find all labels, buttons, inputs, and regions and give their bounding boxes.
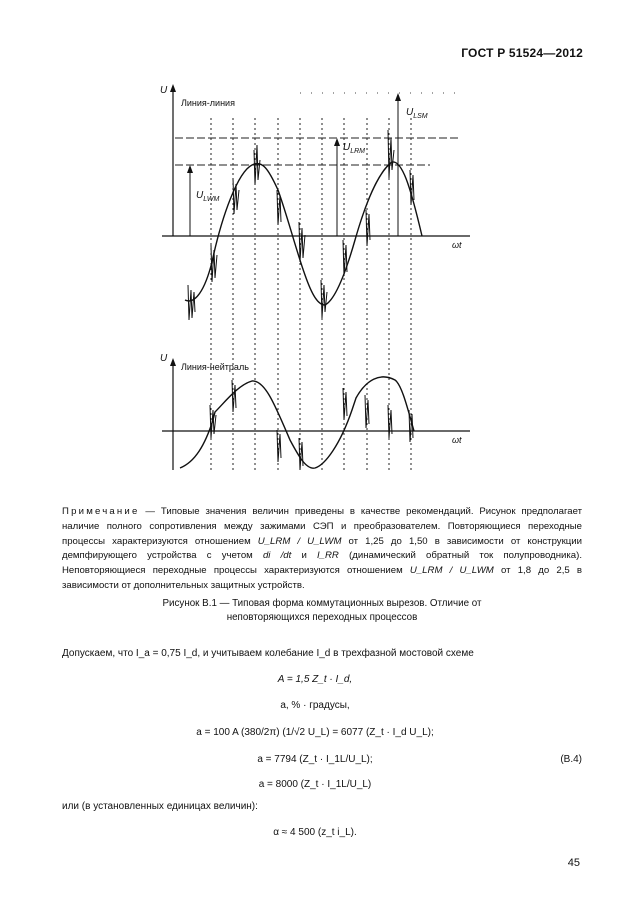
note-label: Примечание xyxy=(62,506,140,517)
bottom-u-label: U xyxy=(160,353,168,364)
or-text: или (в установленных единицах величин): xyxy=(62,801,258,812)
note-part4: (динамический обратный ток полупроводника). Неповторяющиеся переходные процессы характеризуются отношением xyxy=(62,550,582,577)
note-part2: от 1,25 до 1,50 в зависимости от конструкции демпфирующего устройства с учетом xyxy=(62,535,582,562)
top-waveform xyxy=(185,162,422,305)
intro-text: Допускаем, что I_a = 0,75 I_d, и учитываем колебание I_d в трехфазной мостовой схеме xyxy=(62,648,474,659)
equation-a-8000: a = 8000 (Z_t · I_1L/U_L) xyxy=(258,779,372,790)
equation-a-full: a = 100 A (380/2π) (1/√2 U_L) = 6077 (Z_t · I_d U_L); xyxy=(196,727,434,738)
note-part3: и xyxy=(291,550,317,562)
equation-units: a, % · градусы, xyxy=(280,700,350,711)
u-axis-arrow-icon xyxy=(170,358,176,366)
bottom-notches xyxy=(210,380,413,470)
ulsm-label: $U_{LSM}$ xyxy=(406,107,428,120)
equation-ref-B4: (B.4) xyxy=(560,754,582,765)
ulrm-label: $U_{LRM}$ xyxy=(343,142,366,155)
note-irr: I_RR xyxy=(317,550,339,562)
top-title: Линия-линия xyxy=(181,98,235,108)
bottom-omega-t-label: ωt xyxy=(452,435,462,445)
top-u-label: U xyxy=(160,85,168,96)
caption-line1: Рисунок В.1 — Типовая форма коммутационных вырезов. Отличие от xyxy=(162,598,482,609)
note-ratio2: U_LRM / U_LWM xyxy=(409,565,494,577)
note-didt: di /dt xyxy=(262,550,292,562)
figure-caption xyxy=(62,597,582,625)
bottom-graph xyxy=(160,353,470,470)
top-graph xyxy=(160,84,470,320)
guide-lines xyxy=(211,118,411,470)
top-omega-t-label: ωt xyxy=(452,240,462,250)
equation-A: A = 1,5 Z_t · I_d, xyxy=(277,674,353,685)
standard-header: ГОСТ Р 51524—2012 xyxy=(461,46,583,60)
note-part5: от 1,8 до 2,5 в зависимости от дополнительных защитных устройств. xyxy=(62,565,582,591)
u-axis-arrow-icon xyxy=(170,84,176,92)
page-number: 45 xyxy=(567,857,580,869)
equation-alpha: α ≈ 4 500 (z_t i_L). xyxy=(273,827,357,838)
note-part1: — Типовые значения величин приведены в качестве рекомендаций. Рисунок предполагает наличие полного сопротивления между зажимами СЭП и преобразователем. Повторяющиеся переходные процессы характеризуются отношением xyxy=(62,506,582,547)
bottom-title: Линия-нейтраль xyxy=(181,362,249,372)
figure-note xyxy=(62,505,582,594)
caption-line2: неповторяющихся переходных процессов xyxy=(226,612,418,623)
note-ratio1: U_LRM / U_LWM xyxy=(257,535,342,547)
ulwm-label: $U_{LWM}$ xyxy=(196,190,220,203)
equation-a-7794: a = 7794 (Z_t · I_1L/U_L); xyxy=(257,754,373,765)
